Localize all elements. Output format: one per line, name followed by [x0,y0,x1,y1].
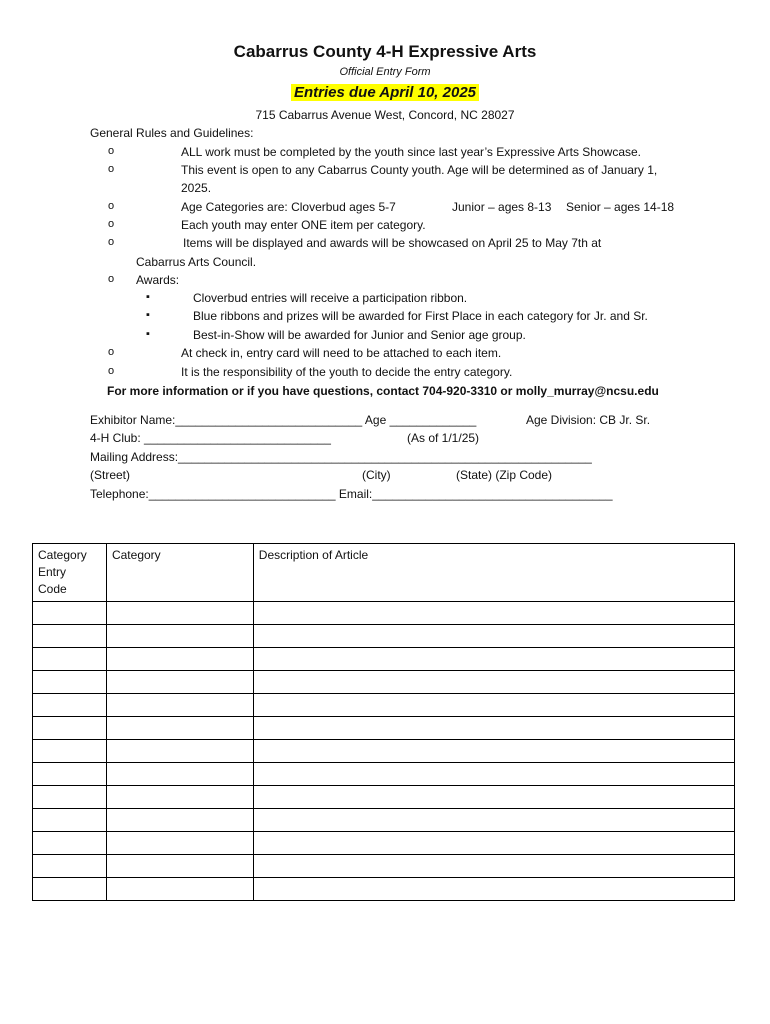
category-header: Category [106,544,253,602]
table-row [33,763,735,786]
bullet-icon: o [108,218,115,230]
category-cell[interactable] [106,648,253,671]
entry-code-cell[interactable] [33,832,107,855]
age-as-of-note: (As of 1/1/25) [407,431,480,445]
telephone-email-field[interactable]: Telephone:____________________________ Email:____________________________________ [90,487,613,501]
entry-code-cell[interactable] [33,671,107,694]
category-entry-code-header [33,544,107,602]
table-row [33,602,735,625]
header-line: Entry [38,565,67,579]
entry-code-cell[interactable] [33,740,107,763]
bullet-icon: o [108,163,115,175]
street-label: (Street) [90,468,131,482]
category-cell[interactable] [106,694,253,717]
bullet-icon: o [108,200,115,212]
rule-item: Each youth may enter ONE item per category. [181,218,426,232]
header-line: Category [38,548,87,562]
description-cell[interactable] [253,855,734,878]
city-label: (City) [362,468,391,482]
mailing-address-field[interactable]: Mailing Address:______________________________________________________________ [90,450,592,464]
rule-item: ALL work must be completed by the youth since last year’s Expressive Arts Showcase. [181,145,641,159]
entry-code-cell[interactable] [33,602,107,625]
award-item: Cloverbud entries will receive a participation ribbon. [193,291,468,305]
bullet-icon: o [108,145,115,157]
table-row [33,694,735,717]
entry-code-cell[interactable] [33,694,107,717]
category-cell[interactable] [106,671,253,694]
rule-item: Age Categories are: Cloverbud ages 5-7 [181,200,396,214]
description-cell[interactable] [253,786,734,809]
exhibitor-name-field[interactable]: Exhibitor Name:____________________________ Age _____________ [90,413,477,427]
category-cell[interactable] [106,602,253,625]
category-cell[interactable] [106,809,253,832]
category-cell[interactable] [106,740,253,763]
category-cell[interactable] [106,625,253,648]
entry-code-cell[interactable] [33,786,107,809]
category-cell[interactable] [106,832,253,855]
entry-code-cell[interactable] [33,648,107,671]
due-date-text: Entries due April 10, 2025 [291,84,479,101]
state-zip-label: (State) (Zip Code) [456,468,553,482]
entry-code-cell[interactable] [33,878,107,901]
sub-bullet-icon: ▪ [146,291,150,303]
description-cell[interactable] [253,740,734,763]
description-cell[interactable] [253,763,734,786]
description-cell[interactable] [253,878,734,901]
table-row [33,832,735,855]
bullet-icon: o [108,365,115,377]
category-cell[interactable] [106,786,253,809]
header-line: Code [38,582,67,596]
age-division-field[interactable]: Age Division: CB Jr. Sr. [526,413,651,427]
table-row [33,855,735,878]
entry-code-cell[interactable] [33,809,107,832]
category-cell[interactable] [106,855,253,878]
description-cell[interactable] [253,832,734,855]
description-cell[interactable] [253,694,734,717]
table-row [33,878,735,901]
table-row [33,717,735,740]
table-row [33,809,735,832]
table-row [33,625,735,648]
entry-code-cell[interactable] [33,763,107,786]
table-row [33,648,735,671]
rule-item-senior: Senior – ages 14-18 [566,200,675,214]
contact-info: For more information or if you have questions, contact 704-920-3310 or molly_murray@ncsu.edu [107,384,659,398]
rule-item: This event is open to any Cabarrus County youth. Age will be determined as of January 1, [181,163,658,177]
sub-bullet-icon: ▪ [146,309,150,321]
award-item: Blue ribbons and prizes will be awarded for First Place in each category for Jr. and Sr. [193,309,648,323]
entry-code-cell[interactable] [33,625,107,648]
description-cell[interactable] [253,648,734,671]
rules-heading: General Rules and Guidelines: [90,126,254,140]
table-header-row [33,544,735,602]
sub-bullet-icon: ▪ [146,328,150,340]
entry-code-cell[interactable] [33,855,107,878]
address: 715 Cabarrus Avenue West, Concord, NC 28027 [255,108,515,122]
rule-item-continued: 2025. [181,181,212,195]
rule-item: At check in, entry card will need to be attached to each item. [181,346,502,360]
club-field[interactable]: 4-H Club: ____________________________ [90,431,331,445]
entry-table [32,543,735,901]
rule-item-continued: Cabarrus Arts Council. [136,255,257,269]
bullet-icon: o [108,346,115,358]
description-cell[interactable] [253,671,734,694]
entry-code-cell[interactable] [33,717,107,740]
bullet-icon: o [108,236,115,248]
category-cell[interactable] [106,878,253,901]
form-title: Cabarrus County 4-H Expressive Arts [233,42,537,61]
form-subtitle: Official Entry Form [339,66,431,78]
bullet-icon: o [108,273,115,285]
table-row [33,740,735,763]
description-header: Description of Article [253,544,734,602]
description-cell[interactable] [253,625,734,648]
description-cell[interactable] [253,809,734,832]
table-row [33,786,735,809]
description-cell[interactable] [253,602,734,625]
due-date-banner [0,84,770,101]
table-row [33,671,735,694]
category-cell[interactable] [106,717,253,740]
rule-item: Items will be displayed and awards will be showcased on April 25 to May 7th at [183,236,602,250]
rule-item-junior: Junior – ages 8-13 [452,200,552,214]
award-item: Best-in-Show will be awarded for Junior and Senior age group. [193,328,526,342]
rule-item: Awards: [136,273,180,287]
rule-item: It is the responsibility of the youth to decide the entry category. [181,365,513,379]
category-cell[interactable] [106,763,253,786]
description-cell[interactable] [253,717,734,740]
